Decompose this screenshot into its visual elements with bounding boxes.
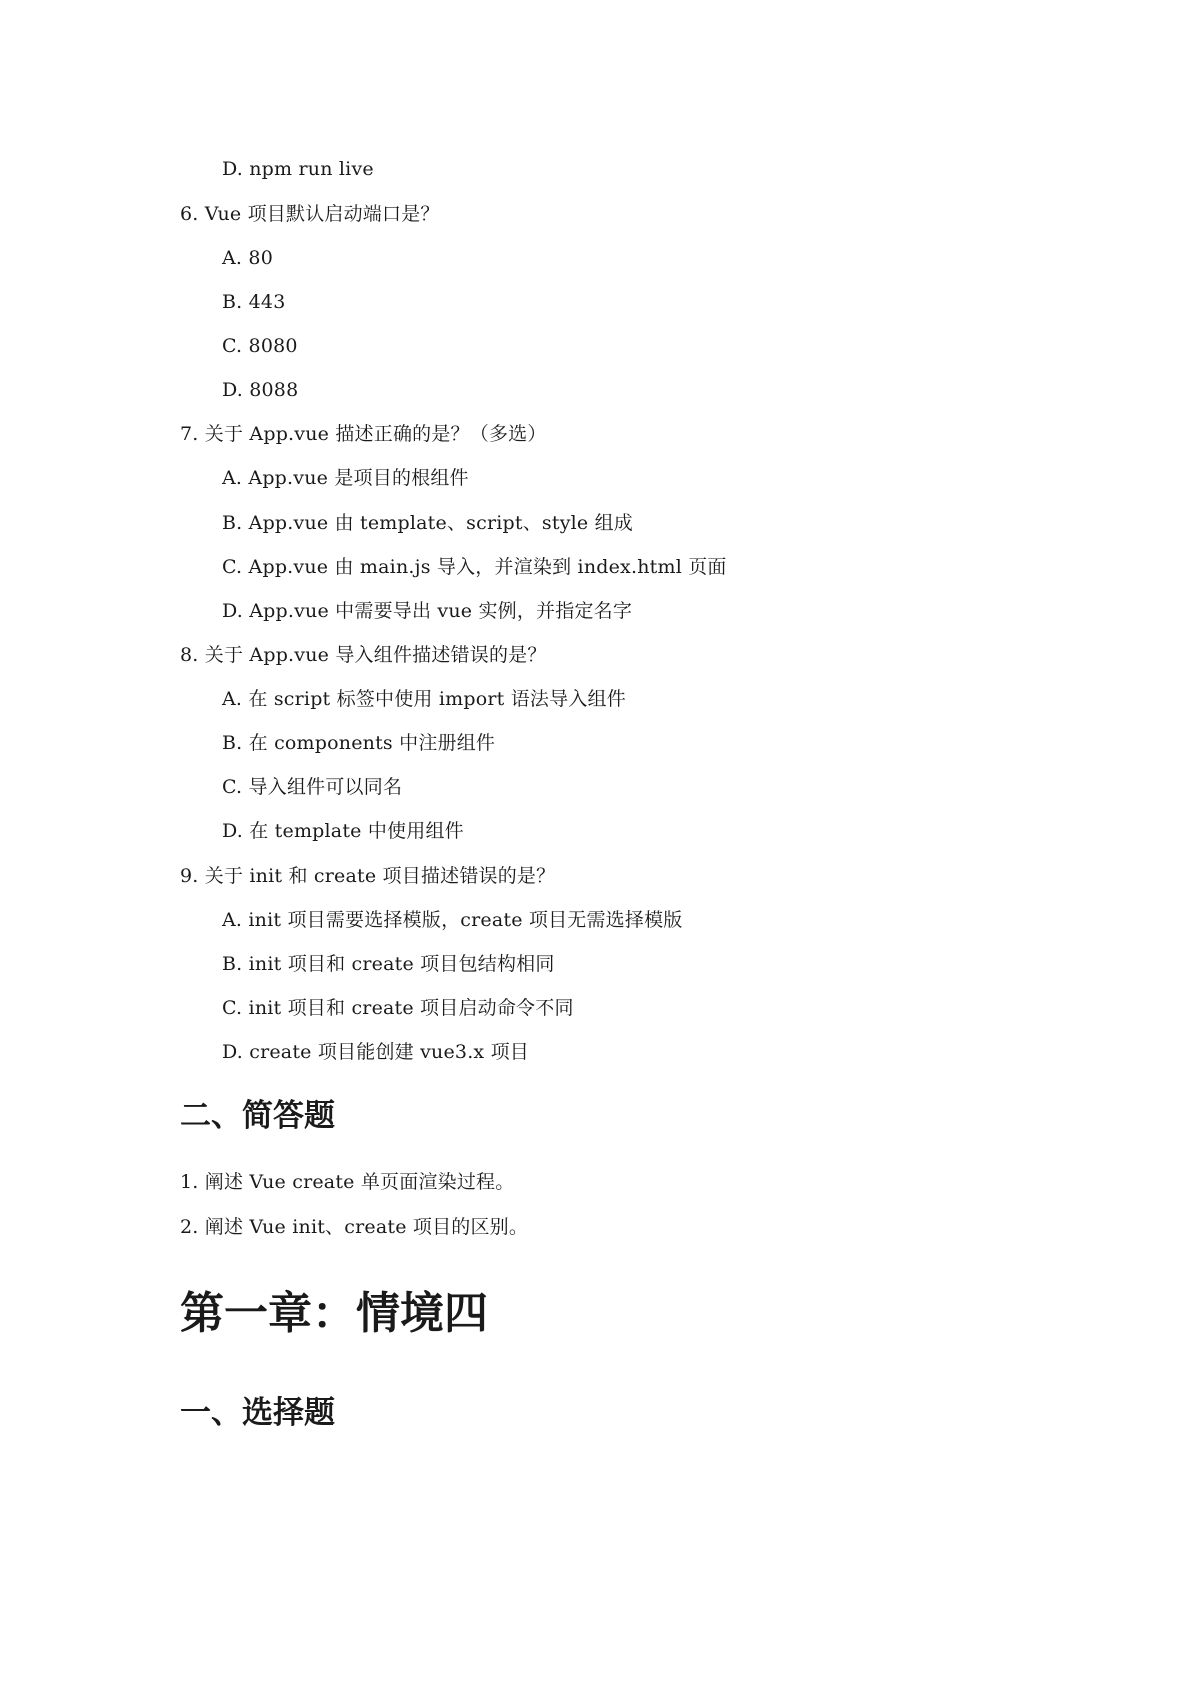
q7-option-d: D. App.vue 中需要导出 vue 实例，并指定名字 [222,600,633,622]
q5-option-d: D. npm run live [222,158,374,180]
chapter-title: 第一章：情境四 [180,1288,488,1339]
q7-option-b: B. App.vue 由 template、script、style 组成 [222,512,633,534]
q8-option-a: A. 在 script 标签中使用 import 语法导入组件 [222,688,626,710]
q6-stem: 6. Vue 项目默认启动端口是？ [180,203,440,225]
short-answer-heading: 二、简答题 [180,1098,335,1134]
q6-option-c: C. 8080 [222,335,298,357]
q9-option-b: B. init 项目和 create 项目包结构相同 [222,953,555,975]
q8-option-b: B. 在 components 中注册组件 [222,732,496,754]
short-answer-question-1: 1. 阐述 Vue create 单页面渲染过程。 [180,1171,515,1193]
q6-option-d: D. 8088 [222,379,299,401]
multiple-choice-heading: 一、选择题 [180,1395,335,1431]
q7-stem: 7. 关于 App.vue 描述正确的是？（多选） [180,423,547,445]
q6-option-b: B. 443 [222,291,286,313]
q8-option-c: C. 导入组件可以同名 [222,776,403,798]
q9-option-d: D. create 项目能创建 vue3.x 项目 [222,1041,529,1063]
q7-option-c: C. App.vue 由 main.js 导入，并渲染到 index.html 页面 [222,556,727,578]
q8-option-d: D. 在 template 中使用组件 [222,820,464,842]
short-answer-question-2: 2. 阐述 Vue init、create 项目的区别。 [180,1216,529,1238]
q9-stem: 9. 关于 init 和 create 项目描述错误的是？ [180,865,556,887]
q9-option-a: A. init 项目需要选择模版，create 项目无需选择模版 [222,909,683,931]
q7-option-a: A. App.vue 是项目的根组件 [222,467,469,489]
q9-option-c: C. init 项目和 create 项目启动命令不同 [222,997,574,1019]
q6-option-a: A. 80 [222,247,273,269]
q8-stem: 8. 关于 App.vue 导入组件描述错误的是？ [180,644,547,666]
